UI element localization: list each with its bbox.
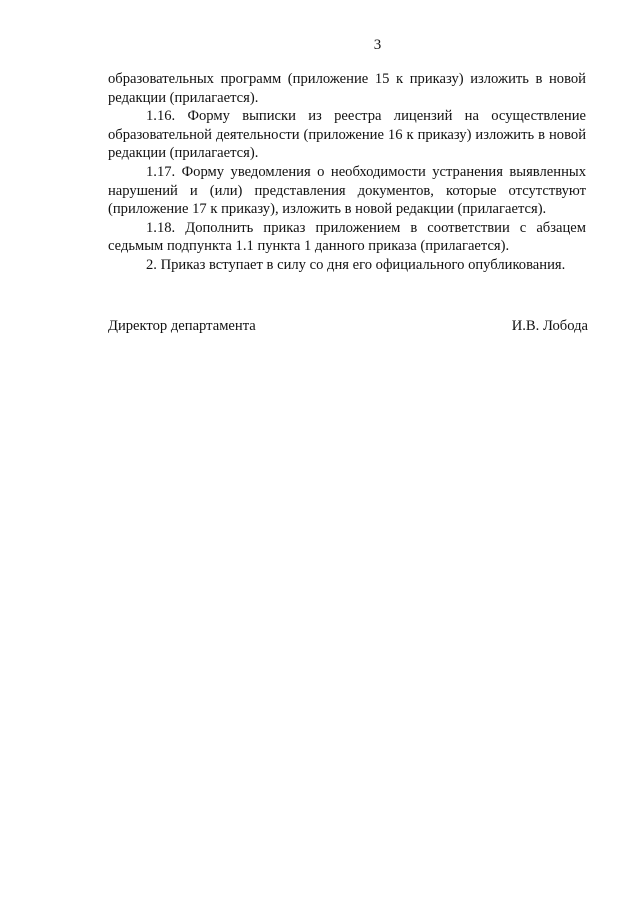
text-line: 1.17. Форму уведомления о необходимости устранения выявленных [146, 163, 586, 180]
text-line: нарушений и (или) представления документов, которые отсутствуют [108, 182, 586, 199]
signatory-position: Директор департамента [108, 318, 256, 334]
text-line: 1.16. Форму выписки из реестра лицензий на осуществление [146, 108, 586, 125]
paragraph-item-2 [108, 256, 586, 275]
paragraph-continuation [108, 70, 586, 107]
text-line: редакции (прилагается). [108, 145, 259, 162]
signatory-name: И.В. Лобода [511, 318, 588, 334]
text-line: образовательной деятельности (приложение 16 к приказу) изложить в новой [108, 126, 586, 143]
signature-block [108, 317, 588, 336]
text-line: 2. Приказ вступает в силу со дня его официального опубликования. [146, 256, 566, 273]
paragraph-item-1-17 [108, 163, 586, 219]
paragraph-item-1-16 [108, 107, 586, 163]
page-number: 3 [373, 37, 382, 53]
text-line: седьмым подпункта 1.1 пункта 1 данного приказа (прилагается). [108, 238, 510, 255]
document-body [108, 70, 586, 275]
text-line: 1.18. Дополнить приказ приложением в соответствии с абзацем [146, 219, 586, 236]
text-line: (приложение 17 к приказу), изложить в новой редакции (прилагается). [108, 201, 547, 218]
text-line: образовательных программ (приложение 15 к приказу) изложить в новой [108, 71, 586, 87]
text-line: редакции (прилагается). [108, 89, 259, 106]
paragraph-item-1-18 [108, 219, 586, 256]
